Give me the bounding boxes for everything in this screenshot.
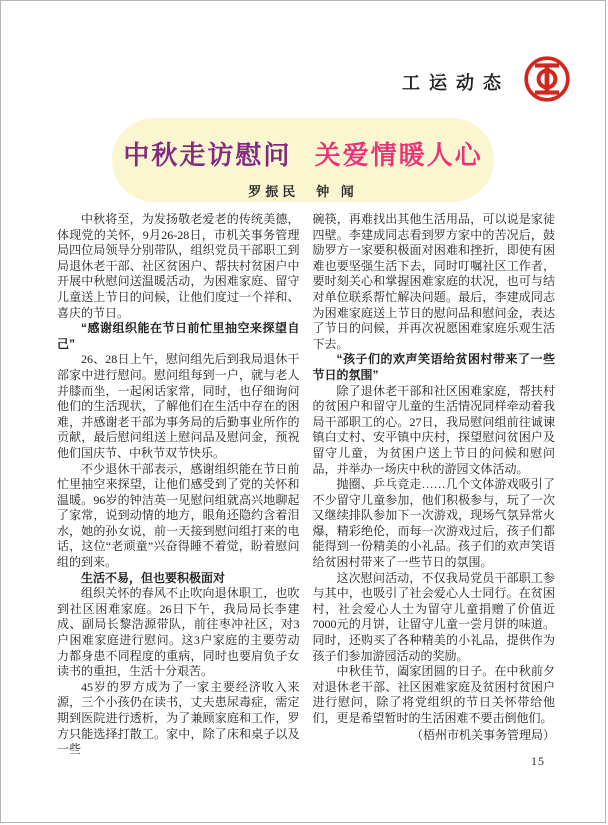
page-number: 15 <box>531 754 545 768</box>
article-body <box>57 212 555 758</box>
paragraph: 中秋将至，为发扬敬老爱老的传统美德，体现党的关怀，9月26-28日，市机关事务管理局四位局领导分别带队，组织党员干部职工到局退休老干部、社区贫困户、帮扶村贫困户中开展中秋慰问送温暖活动，为困难家庭、留守儿童送上节日的问候，让他们度过一个祥和、喜庆的节日。 <box>57 212 300 320</box>
right-column <box>313 212 556 758</box>
section-subheading: “感谢组织能在节日前忙里抽空来探望自己” <box>57 321 300 351</box>
paragraph: 组织关怀的春风不止吹向退休职工，也吹到社区困难家庭。26日下午，我局局长李建成、副局长黎浩源带队，前往枣冲社区，对3户困难家庭进行慰问。这3户家庭的主要劳动力都身患不同程度的重病，同时也要肩负子女读书的重担，生活十分艰苦。 <box>57 586 300 679</box>
attribution: （梧州市机关事务管理局） <box>410 727 555 742</box>
article-title <box>112 135 494 172</box>
paragraph: 抛圈、乒乓竞走……几个文体游戏吸引了不少留守儿童参加，他们积极参与，玩了一次又继续排队参加下一次游戏，现场气氛异常火爆，精彩绝伦，而每一次游戏过后，孩子们都能得到一份精美的小礼品。孩子们的欢声笑语给贫困村带来了一些节日的氛围。 <box>312 477 555 570</box>
union-emblem-icon <box>523 55 571 103</box>
authors-line: 罗振民 钟 闻 <box>248 184 358 199</box>
paragraph: 除了退休老干部和社区困难家庭，帮扶村的贫困户和留守儿童的生活情况同样牵动着我局干部职工的心。27日，我局慰问组前往诚谏镇白丈村、安平镇中庆村，探望慰问贫困户及留守儿童，为贫困户送上节日的问候和慰问品，并举办一场庆中秋的游园文体活动。 <box>312 383 555 476</box>
paragraph: 这次慰问活动，不仅我局党员干部职工参与其中，也吸引了社会爱心人士同行。在贫困村，社会爱心人士为留守儿童捐赠了价值近7000元的月饼，让留守儿童一尝月饼的味道。同时，还购买了各种精美的小礼品，提供作为孩子们参加游园活动的奖励。 <box>312 570 555 663</box>
paragraph: 45岁的罗方成为了一家主要经济收入来源，三个小孩仍在读书，丈夫患尿毒症，需定期到医院进行透析，为了兼顾家庭和工作，罗方只能选择打散工。家中，除了床和桌子以及一些 <box>57 679 300 757</box>
paragraph: 26、28日上午，慰问组先后到我局退休干部家中进行慰问。慰问组每到一户，就与老人并膝而坐，一起闲话家常，同时，也仔细询问他们的生活现状，了解他们在生活中存在的困难，并感谢老干部为事务局的后勤事业所作的贡献，最后慰问组送上慰问品及慰问金，预祝他们国庆节、中秋节双节快乐。 <box>57 352 300 460</box>
article-title-box <box>112 118 494 202</box>
title-part-2: 关爱情暖人心 <box>314 140 483 170</box>
section-subheading: “孩子们的欢声笑语给贫困村带来了一些节日的氛围” <box>312 352 555 382</box>
title-part-1: 中秋走访慰问 <box>123 140 292 170</box>
section-subheading: 生活不易，但也要积极面对 <box>81 570 226 585</box>
masthead <box>402 55 571 103</box>
masthead-title: 工运动态 <box>402 73 510 93</box>
paragraph: 不少退休干部表示，感谢组织能在节日前忙里抽空来探望，让他们感受到了党的关怀和温暖。96岁的钟洁英一见慰问组就高兴地聊起了家常，说到动情的地方，眼角还隐约含着泪水，她的孙女说，前一天接到慰问组打来的电话，这位“老顽童”兴奋得睡不着觉，盼着慰问组的到来。 <box>57 461 300 570</box>
left-column <box>57 212 300 758</box>
paragraph: 中秋佳节，阖家团圆的日子。在中秋前夕对退休老干部、社区困难家庭及贫困村贫困户进行慰问，除了将党组织的节日关怀带给他们，更是希望暂时的生活困难不要击倒他们。 <box>312 664 555 725</box>
paragraph-continuation: 碗筷，再难找出其他生活用品，可以说是家徒四壁。李建成同志看到罗方家中的苦况后，鼓励罗方一家要积极面对困难和挫折，即使有困难也要坚强生活下去，同时叮嘱社区工作者，要时刻关心和掌握困难家庭的状况，也可与结对单位联系帮忙解决问题。最后，李建成同志为困难家庭送上节日的慰问品和慰问金，表达了节日的问候，并再次祝愿困难家庭乐观生活下去。 <box>312 212 555 351</box>
